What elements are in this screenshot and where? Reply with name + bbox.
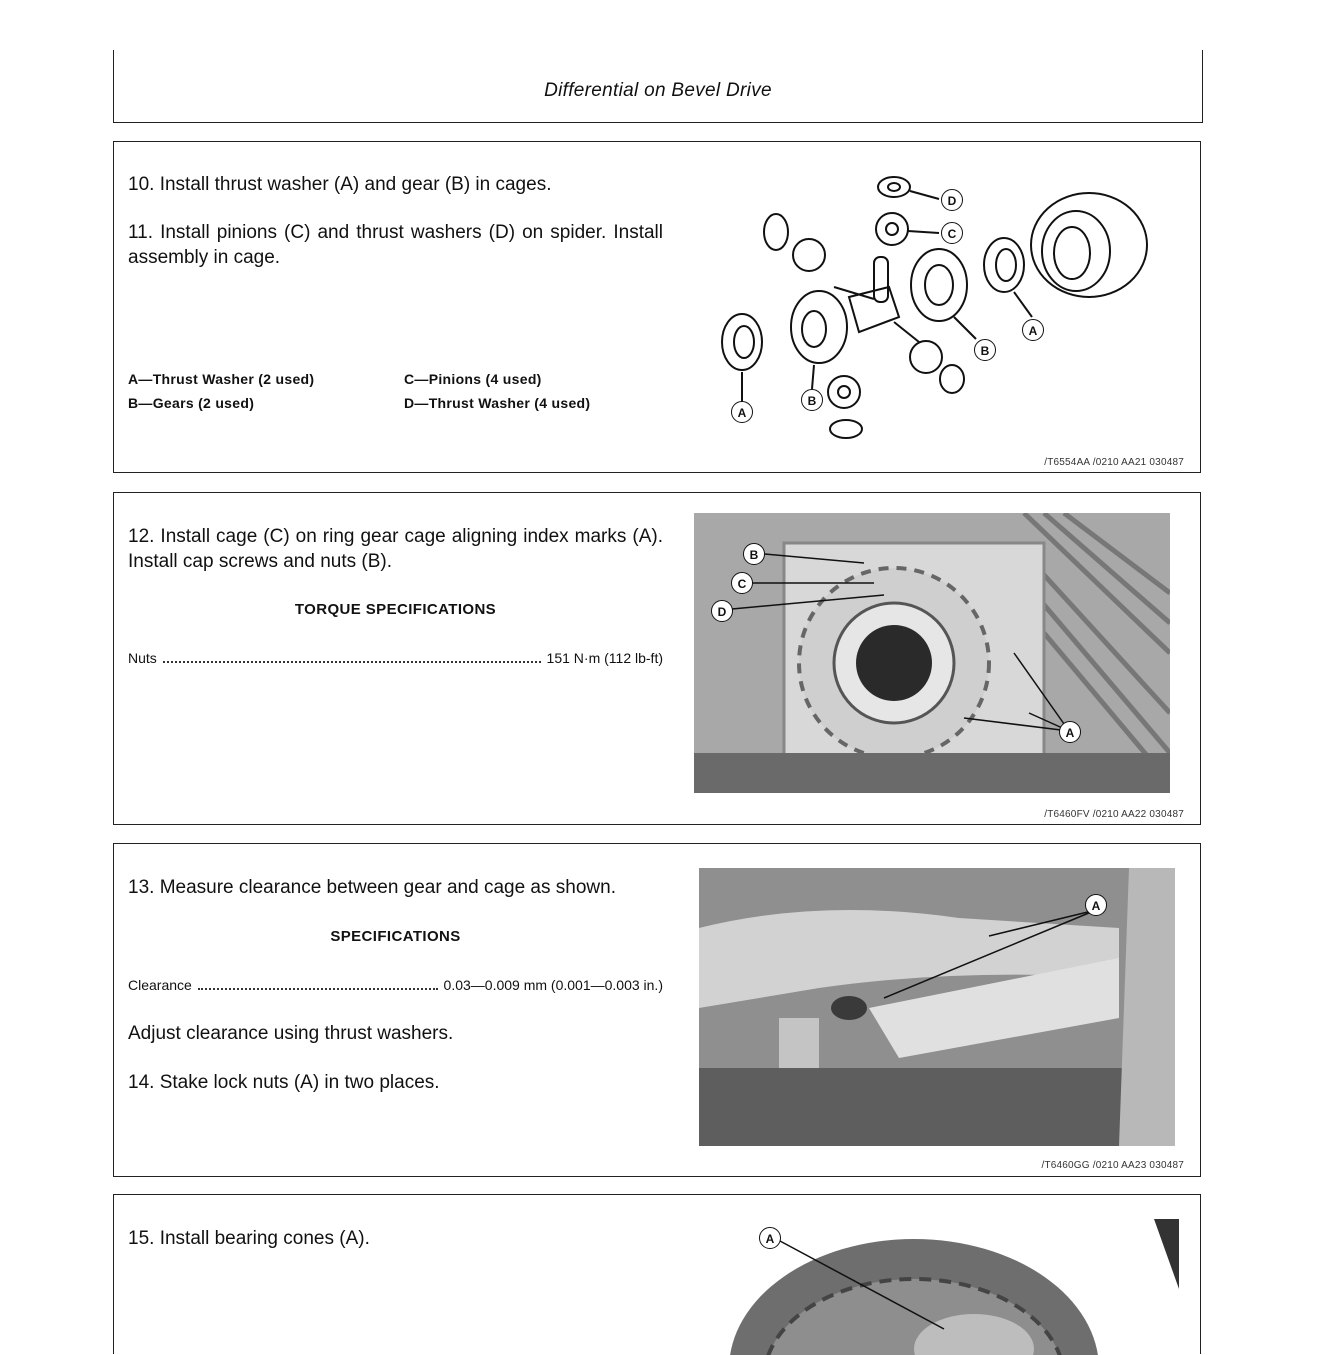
step-10: 10. Install thrust washer (A) and gear (B) in cages. xyxy=(128,174,552,195)
section-steps-13-14 xyxy=(113,843,1201,1177)
bearing-cones-photo xyxy=(724,1219,1184,1355)
torque-spec-title: TORQUE SPECIFICATIONS xyxy=(294,601,497,618)
callout-a-left: A xyxy=(731,401,753,423)
callout-b-right: B xyxy=(974,339,996,361)
bearing-photo-drawing xyxy=(724,1219,1184,1355)
callout-c: C xyxy=(941,222,963,244)
callout-a-right: A xyxy=(1022,319,1044,341)
callout-b-left: B xyxy=(801,389,823,411)
callout-d: D xyxy=(941,189,963,211)
exploded-differential-figure xyxy=(714,167,1174,447)
step-14: 14. Stake lock nuts (A) in two places. xyxy=(128,1072,440,1093)
spec-value: 0.03—0.009 mm (0.001—0.003 in.) xyxy=(443,977,663,993)
section-step-12 xyxy=(113,492,1201,825)
legend-d: D—Thrust Washer (4 used) xyxy=(404,395,591,411)
clearance-spec-row xyxy=(128,977,663,994)
legend-c: C—Pinions (4 used) xyxy=(404,371,542,387)
exploded-gear-drawing xyxy=(714,167,1174,447)
legend-b: B—Gears (2 used) xyxy=(128,395,255,411)
callout-a: A xyxy=(1085,894,1107,916)
spec-label: Clearance xyxy=(128,977,192,993)
figure-reference: /T6554AA /0210 AA21 030487 xyxy=(1044,457,1184,468)
page-header xyxy=(113,50,1203,123)
callout-a: A xyxy=(1059,721,1081,743)
step-15: 15. Install bearing cones (A). xyxy=(128,1228,370,1249)
page-title: Differential on Bevel Drive xyxy=(544,80,772,101)
callout-c: C xyxy=(731,572,753,594)
ring-gear-cage-photo xyxy=(694,513,1170,793)
clearance-measurement-photo xyxy=(699,868,1175,1146)
legend-a: A—Thrust Washer (2 used) xyxy=(128,371,315,387)
torque-spec-row xyxy=(128,650,663,667)
leader-dots xyxy=(198,988,438,990)
step-11: 11. Install pinions (C) and thrust washers (D) on spider. Install assembly in cage. xyxy=(128,222,663,268)
step-12: 12. Install cage (C) on ring gear cage aligning index marks (A). Install cap screws and nuts (B). xyxy=(128,526,663,572)
figure-reference: /T6460FV /0210 AA22 030487 xyxy=(1044,809,1184,820)
leader-dots xyxy=(163,661,541,663)
clearance-spec-title: SPECIFICATIONS xyxy=(330,928,461,945)
spec-value: 151 N·m (112 lb-ft) xyxy=(546,650,663,666)
callout-d: D xyxy=(711,600,733,622)
section-step-15 xyxy=(113,1194,1201,1354)
spec-label: Nuts xyxy=(128,650,157,666)
section-steps-10-11 xyxy=(113,141,1201,473)
callout-a: A xyxy=(759,1227,781,1249)
adjust-clearance-note: Adjust clearance using thrust washers. xyxy=(128,1023,454,1044)
step-13: 13. Measure clearance between gear and cage as shown. xyxy=(128,877,616,898)
cage-photo-drawing xyxy=(694,513,1170,793)
callout-b: B xyxy=(743,543,765,565)
figure-reference: /T6460GG /0210 AA23 030487 xyxy=(1041,1160,1184,1171)
